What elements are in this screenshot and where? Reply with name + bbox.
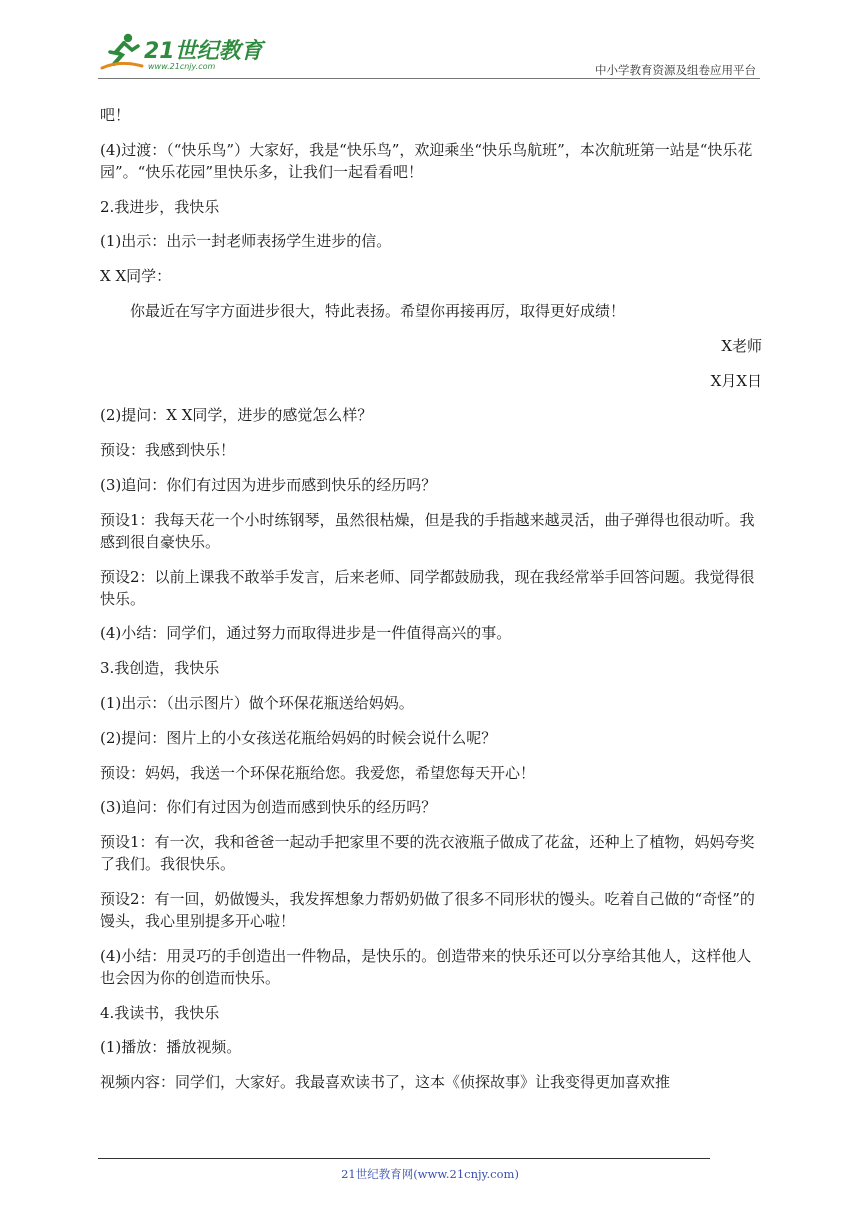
paragraph: 3.我创造，我快乐 (100, 659, 220, 678)
paragraph: 预设2：以前上课我不敢举手发言，后来老师、同学都鼓励我，现在我经常举手回答问题。我觉得很快乐。 (100, 567, 755, 608)
paragraph: X月X日 (710, 371, 762, 390)
logo-url: www.21cnjy.com (148, 62, 216, 71)
paragraph: 预设：我感到快乐！ (100, 441, 236, 460)
document-body (100, 104, 762, 1106)
header-tagline: 中小学教育资源及组卷应用平台 (595, 63, 756, 77)
paragraph: (4)小结：同学们，通过努力而取得进步是一件值得高兴的事。 (100, 624, 512, 643)
paragraph: 吧！ (100, 106, 131, 124)
paragraph: 预设：妈妈，我送一个环保花瓶给您。我爱您，希望您每天开心！ (100, 763, 536, 782)
paragraph: (1)播放：播放视频。 (100, 1038, 242, 1057)
paragraph: 预设2：有一回，奶做馒头，我发挥想象力帮奶奶做了很多不同形状的馒头。吃着自己做的“奇怪”的馒头，我心里别提多开心啦！ (100, 889, 755, 930)
page-footer: 21世纪教育网(www.21cnjy.com) (341, 1167, 519, 1181)
paragraph: 预设1：我每天花一个小时练钢琴，虽然很枯燥，但是我的手指越来越灵活，曲子弹得也很动听。我感到很自豪快乐。 (100, 510, 755, 551)
paragraph: X老师 (721, 336, 762, 355)
runner-logo-icon (98, 30, 146, 74)
paragraph: (4)过渡：（“快乐鸟”）大家好，我是“快乐鸟”，欢迎乘坐“快乐鸟航班”，本次航班第一站是“快乐花园”。“快乐花园”里快乐多，让我们一起看看吧！ (100, 140, 753, 181)
paragraph: 你最近在写字方面进步很大，特此表扬。希望你再接再厉，取得更好成绩！ (130, 301, 626, 320)
paragraph: (1)出示：出示一封老师表扬学生进步的信。 (100, 232, 392, 251)
paragraph: 视频内容：同学们，大家好。我最喜欢读书了，这本《侦探故事》让我变得更加喜欢推 (100, 1073, 671, 1092)
paragraph: (3)追问：你们有过因为进步而感到快乐的经历吗？ (100, 475, 437, 494)
paragraph: (4)小结：用灵巧的手创造出一件物品，是快乐的。创造带来的快乐还可以分享给其他人，这样他人也会因为你的创造而快乐。 (100, 946, 752, 987)
logo-text: 21世纪教育 (144, 39, 263, 64)
paragraph: 预设1：有一次，我和爸爸一起动手把家里不要的洗衣液瓶子做成了花盆，还种上了植物，妈妈夸奖了我们。我很快乐。 (100, 833, 755, 874)
paragraph: 4.我读书，我快乐 (100, 1003, 220, 1022)
paragraph: (2)提问：图片上的小女孩送花瓶给妈妈的时候会说什么呢？ (100, 728, 497, 747)
site-logo (98, 30, 298, 74)
footer-divider (98, 1158, 710, 1159)
paragraph: 2.我进步，我快乐 (100, 197, 220, 216)
page-header (98, 30, 760, 78)
paragraph: (1)出示：（出示图片）做个环保花瓶送给妈妈。 (100, 693, 414, 712)
paragraph: X X同学： (100, 267, 172, 286)
header-divider (98, 78, 760, 79)
paragraph: (2)提问：X X同学，进步的感觉怎么样？ (100, 406, 373, 425)
paragraph: (3)追问：你们有过因为创造而感到快乐的经历吗？ (100, 798, 437, 817)
